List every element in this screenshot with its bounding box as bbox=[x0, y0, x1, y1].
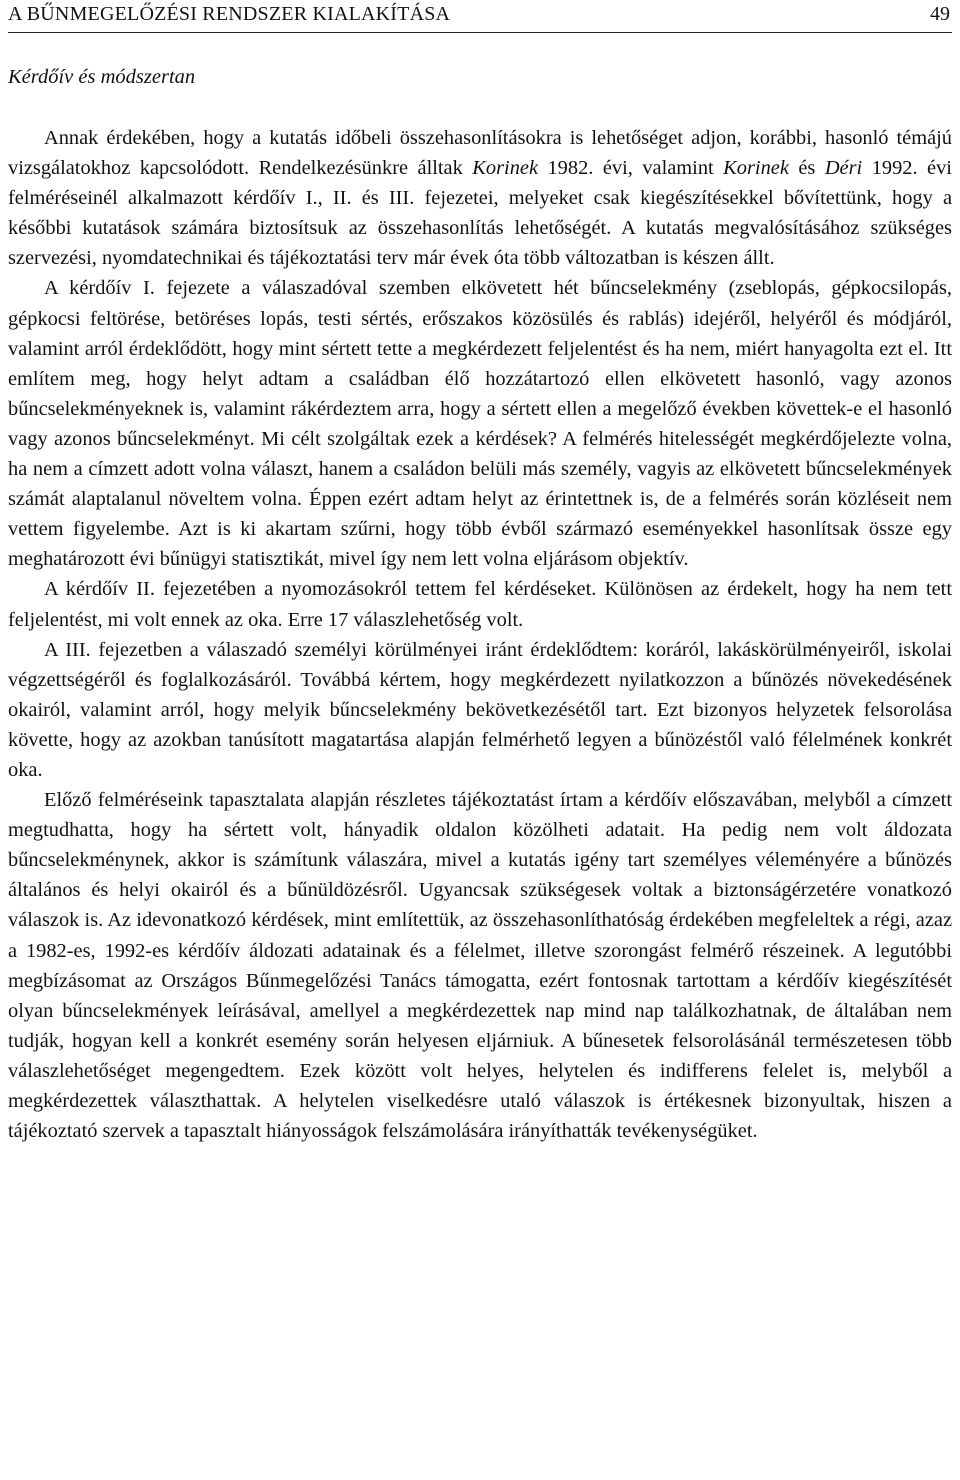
document-page bbox=[8, 0, 952, 1480]
running-header bbox=[8, 0, 952, 33]
author-korinek-2: Korinek bbox=[723, 157, 789, 180]
paragraph-1-part-b: 1982. évi, valamint bbox=[538, 157, 724, 180]
paragraph-1-part-c: és bbox=[788, 157, 825, 180]
paragraph-1-part-d: 1992. évi felméréseinél alkalmazott kérdőív I., II. és III. fejezetei, melyeket csak kiegészítésekkel bővítettünk, hogy a későbbi kutatások számára biztosítsuk az összehasonlítás lehetőségét. A kutatás megvalósításához szükséges szervezési, nyomdatechnikai és tájékoztatási terv már évek óta több változatban is készen állt. bbox=[8, 157, 952, 270]
paragraph-2: A kérdőív I. fejezete a válaszadóval szemben elkövetett hét bűncselekmény (zseblopás, gépkocsilopás, gépkocsi feltörése, betöréses lopás, testi sértés, erőszakos közösülés és rablás) idejéről, helyéről és módjáról, valamint arról érdeklődött, hogy mint sértett tette a megkérdezett feljelentést és ha nem, miért hanyagolta ezt el. Itt említem meg, hogy helyt adtam a családban élő hozzátartozó ellen elkövetett hasonló, vagy azonos bűncselekményeknek is, valamint rákérdeztem arra, hogy a sértett ellen a megelőző években követtek-e el hasonló vagy azonos bűncselekményt. Mi célt szolgáltak ezek a kérdések? A felmérés hitelességét megkérdőjelezte volna, ha nem a címzett adott volna választ, hanem a családon belüli más személy, vagyis az elkövetett bűncselekmények számát alaptalanul növeltem volna. Éppen ezért adtam helyt az érintettnek is, de a felmérés során közléseit nem vettem figyelembe. Azt is ki akartam szűrni, hogy több évből származó eseményekkel hasonlítsak össze egy meghatározott évi bűnügyi statisztikát, mivel így nem lett volna eljárásom objektív. bbox=[8, 277, 952, 571]
paragraph-1-part-a: Annak érdekében, hogy a kutatás időbeli összehasonlításokra is lehetőséget adjon, korábbi, hasonló témájú vizsgálatokhoz kapcsolódott. Rendelkezésünkre álltak bbox=[8, 127, 952, 180]
running-header-title: A BŰNMEGELŐZÉSI RENDSZER KIALAKÍTÁSA bbox=[8, 3, 451, 25]
page-number: 49 bbox=[930, 3, 950, 25]
paragraph-5: Előző felméréseink tapasztalata alapján részletes tájékoztatást írtam a kérdőív előszavában, melyből a címzett megtudhatta, hogy ha sértett volt, hányadik oldalon közölheti adatait. Ha pedig nem volt áldozata bűncselekménynek, akkor is számítunk válaszára, mivel a kutatás igény tart személyes véleményére a bűnözés általános és helyi okairól és a bűnüldözésről. Ugyancsak szükségesek voltak a biztonságérzetére vonatkozó válaszok is. Az idevonatkozó kérdések, mint említettük, az összehasonlíthatóság érdekében megfeleltek a régi, azaz a 1982-es, 1992-es kérdőív áldozati adatainak és a félelmet, illetve szorongást felmérő részeinek. A legutóbbi megbízásomat az Országos Bűnmegelőzési Tanács támogatta, ezért fontosnak tartottam a kérdőív kiegészítését olyan bűncselekmények leírásával, amellyel a megkérdezettek nap mind nap találkozhatnak, de általában nem tudják, hogyan kell a konkrét esemény során helyesen eljárniuk. A bűnesetek felsorolásánál természetesen több válaszlehetőséget megengedtem. Ezek között volt helyes, helytelen és indifferens felelet is, melyből a megkérdezettek választhattak. A helytelen viselkedésre utaló válaszok is értékesnek bizonyultak, hiszen a tájékoztató szervek a tapasztalt hiányosságok felszámolására irányíthatták tevékenységüket. bbox=[8, 789, 952, 1143]
author-korinek: Korinek bbox=[472, 157, 538, 180]
author-deri: Déri bbox=[824, 157, 863, 180]
paragraph-4: A III. fejezetben a válaszadó személyi körülményei iránt érdeklődtem: koráról, lakáskörülményeiről, iskolai végzettségéről és foglalkozásáról. Továbbá kértem, hogy megkérdezett nyilatkozzon a bűnözés növekedésének okairól, valamint arról, hogy melyik bűncselekmény bekövetkezésétől tart. Ezt bizonyos helyzetek felsorolása követte, hogy az azokban tanúsított magatartása alapján felmérhető legyen a bűnözéstől való félelmének konkrét oka. bbox=[8, 638, 952, 781]
body-text bbox=[8, 123, 952, 1146]
section-title: Kérdőív és módszertan bbox=[8, 66, 196, 88]
paragraph-3: A kérdőív II. fejezetében a nyomozásokról tettem fel kérdéseket. Különösen az érdekelt, hogy ha nem tett feljelentést, mi volt ennek az oka. Erre 17 válaszlehetőség volt. bbox=[8, 578, 952, 631]
paragraph-1 bbox=[8, 123, 952, 273]
